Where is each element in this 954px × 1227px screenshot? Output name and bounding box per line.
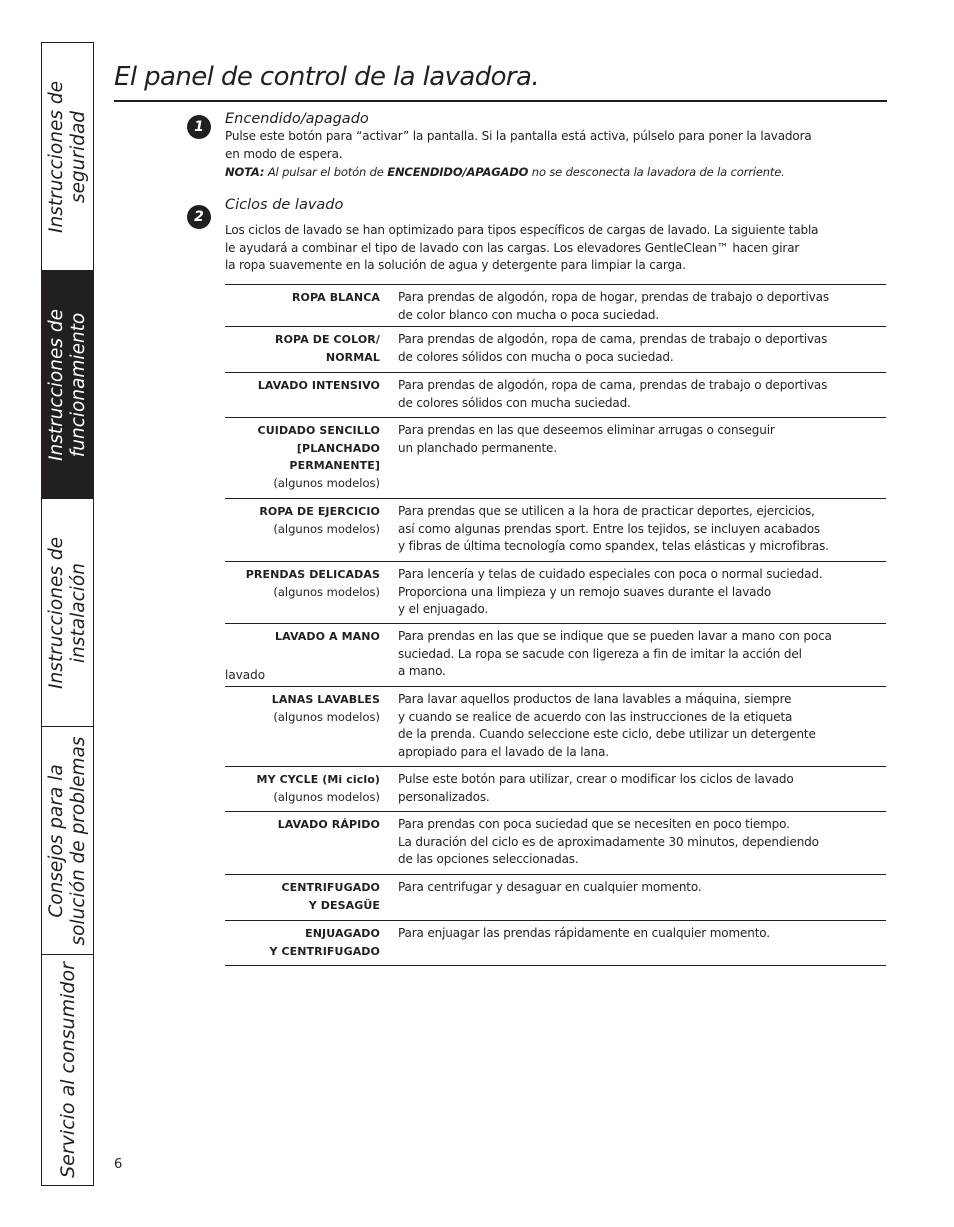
step-number-badge: 2	[187, 205, 211, 229]
section-heading-cycles: Ciclos de lavado	[225, 197, 344, 213]
note-text-part: no se desconecta la lavadora de la corriente.	[528, 165, 785, 179]
cycle-description: Para lencería y telas de cuidado especiales con poca o normal suciedad. Proporciona una limpieza y un remojo suaves durante el lavado y el enjuagado.	[398, 567, 823, 616]
table-row	[225, 767, 886, 812]
cycle-models-note: (algunos modelos)	[273, 475, 380, 490]
cycle-name-cell	[225, 289, 380, 326]
cycle-name: PRENDAS DELICADAS	[245, 568, 380, 581]
cycle-name-cell	[225, 422, 380, 498]
cycle-description: Para prendas de algodón, ropa de cama, prendas de trabajo o deportivas de colores sólidos con mucha o poca suciedad.	[398, 332, 828, 364]
cycle-name-cell	[225, 331, 380, 372]
sidebar-tab-operation[interactable]	[42, 271, 93, 499]
table-row	[225, 875, 886, 921]
wash-cycles-table	[225, 284, 886, 966]
step-number-badge: 1	[187, 115, 211, 139]
cycle-description: Para prendas con poca suciedad que se necesiten en poco tiempo. La duración del ciclo es de aproximadamente 30 minutos, dependiendo de las opciones seleccionadas.	[398, 817, 819, 866]
note-emphasis: ENCENDIDO/APAGADO	[387, 165, 529, 179]
cycle-name-cell	[225, 377, 380, 417]
cycle-name: LAVADO A MANO	[274, 630, 380, 643]
cycle-name: LAVADO RÁPIDO	[277, 818, 380, 831]
cycle-name: ENJUAGADO Y CENTRIFUGADO	[269, 927, 380, 958]
cycle-models-note: (algunos modelos)	[273, 521, 380, 536]
cycle-name-cell	[225, 566, 380, 623]
cycle-models-note: (algunos modelos)	[273, 789, 380, 804]
section-heading-power: Encendido/apagado	[225, 111, 369, 127]
section-body-power: Pulse este botón para “activar” la pantalla. Si la pantalla está activa, púlselo para poner la lavadora en modo de espera.	[225, 129, 812, 161]
cycle-description: Pulse este botón para utilizar, crear o modificar los ciclos de lavado personalizados.	[398, 772, 794, 804]
cycle-description: Para prendas de algodón, ropa de cama, prendas de trabajo o deportivas de colores sólidos con mucha suciedad.	[398, 378, 828, 410]
table-row	[225, 687, 886, 767]
note-text	[225, 165, 785, 179]
table-row	[225, 812, 886, 875]
cycle-name: ROPA DE EJERCICIO	[259, 505, 380, 518]
table-row	[225, 562, 886, 624]
cycle-name: CUIDADO SENCILLO [PLANCHADO PERMANENTE]	[257, 424, 380, 472]
cycle-name-cell	[225, 925, 380, 965]
sidebar-tab-label: Instrucciones de funcionamiento	[45, 308, 89, 461]
table-row	[225, 921, 886, 966]
sidebar-tab-label: Consejos para la solución de problemas	[45, 736, 89, 945]
cycle-description: Para lavar aquellos productos de lana lavables a máquina, siempre y cuando se realice de acuerdo con las instrucciones de la etiqueta de la prenda. Cuando seleccione este ciclo, debe utilizar un detergente apropiado para el lavado de la lana.	[398, 692, 816, 759]
sidebar-tab-label: Instrucciones de seguridad	[45, 80, 89, 233]
page-title: El panel de control de la lavadora.	[114, 62, 539, 92]
table-row	[225, 624, 886, 687]
sidebar-tab-troubleshooting[interactable]	[42, 727, 93, 955]
cycle-models-note: (algunos modelos)	[273, 584, 380, 599]
cycle-name: LANAS LAVABLES	[271, 693, 380, 706]
table-row	[225, 327, 886, 373]
cycle-stray-word: lavado	[225, 668, 266, 682]
cycle-name-cell	[225, 879, 380, 920]
cycle-description: Para prendas en las que deseemos eliminar arrugas o conseguir un planchado permanente.	[398, 423, 775, 455]
sidebar-tab-consumer-service[interactable]	[42, 955, 93, 1185]
cycle-name-cell	[225, 816, 380, 874]
cycle-description: Para enjuagar las prendas rápidamente en cualquier momento.	[398, 926, 770, 940]
cycle-models-note: (algunos modelos)	[273, 709, 380, 724]
title-divider	[114, 100, 887, 102]
note-label: NOTA:	[225, 165, 265, 179]
cycle-name-cell	[225, 771, 380, 811]
section-body-cycles: Los ciclos de lavado se han optimizado para tipos específicos de cargas de lavado. La siguiente tabla le ayudará a combinar el tipo de lavado con las cargas. Los elevadores GentleClean™ hacen girar la ropa suavemente en la solución de agua y detergente para limpiar la carga.	[225, 223, 819, 272]
table-row	[225, 418, 886, 499]
cycle-name: CENTRIFUGADO Y DESAGÜE	[281, 881, 380, 912]
cycle-name-cell	[225, 691, 380, 766]
cycle-name: ROPA DE COLOR/ NORMAL	[275, 333, 380, 364]
sidebar-tab-label: Instrucciones de instalación	[45, 536, 89, 689]
note-text-part: Al pulsar el botón de	[264, 165, 388, 179]
cycle-name: MY CYCLE (Mi ciclo)	[256, 773, 380, 786]
sidebar-tab-label: Servicio al consumidor	[56, 962, 79, 1178]
cycle-name-cell	[225, 503, 380, 561]
cycle-name-cell	[225, 628, 380, 686]
sidebar-tab-safety[interactable]	[42, 43, 93, 271]
cycle-name: ROPA BLANCA	[291, 291, 380, 304]
cycle-name: LAVADO INTENSIVO	[257, 379, 380, 392]
cycle-description: Para prendas que se utilicen a la hora de practicar deportes, ejercicios, así como algunas prendas sport. Entre los tejidos, se incluyen acabados y fibras de última tecnología como spandex, telas elásticas y microfibras.	[398, 504, 829, 553]
table-row	[225, 373, 886, 418]
page-number: 6	[114, 1157, 123, 1172]
table-row	[225, 499, 886, 562]
cycle-description: Para prendas en las que se indique que se pueden lavar a mano con poca suciedad. La ropa se sacude con ligereza a fin de imitar la acción del a mano.	[398, 629, 832, 678]
sidebar-tab-installation[interactable]	[42, 499, 93, 727]
section-sidebar	[41, 42, 94, 1186]
cycle-description: Para prendas de algodón, ropa de hogar, prendas de trabajo o deportivas de color blanco con mucha o poca suciedad.	[398, 290, 829, 322]
table-row	[225, 285, 886, 327]
cycle-description: Para centrifugar y desaguar en cualquier momento.	[398, 880, 702, 894]
